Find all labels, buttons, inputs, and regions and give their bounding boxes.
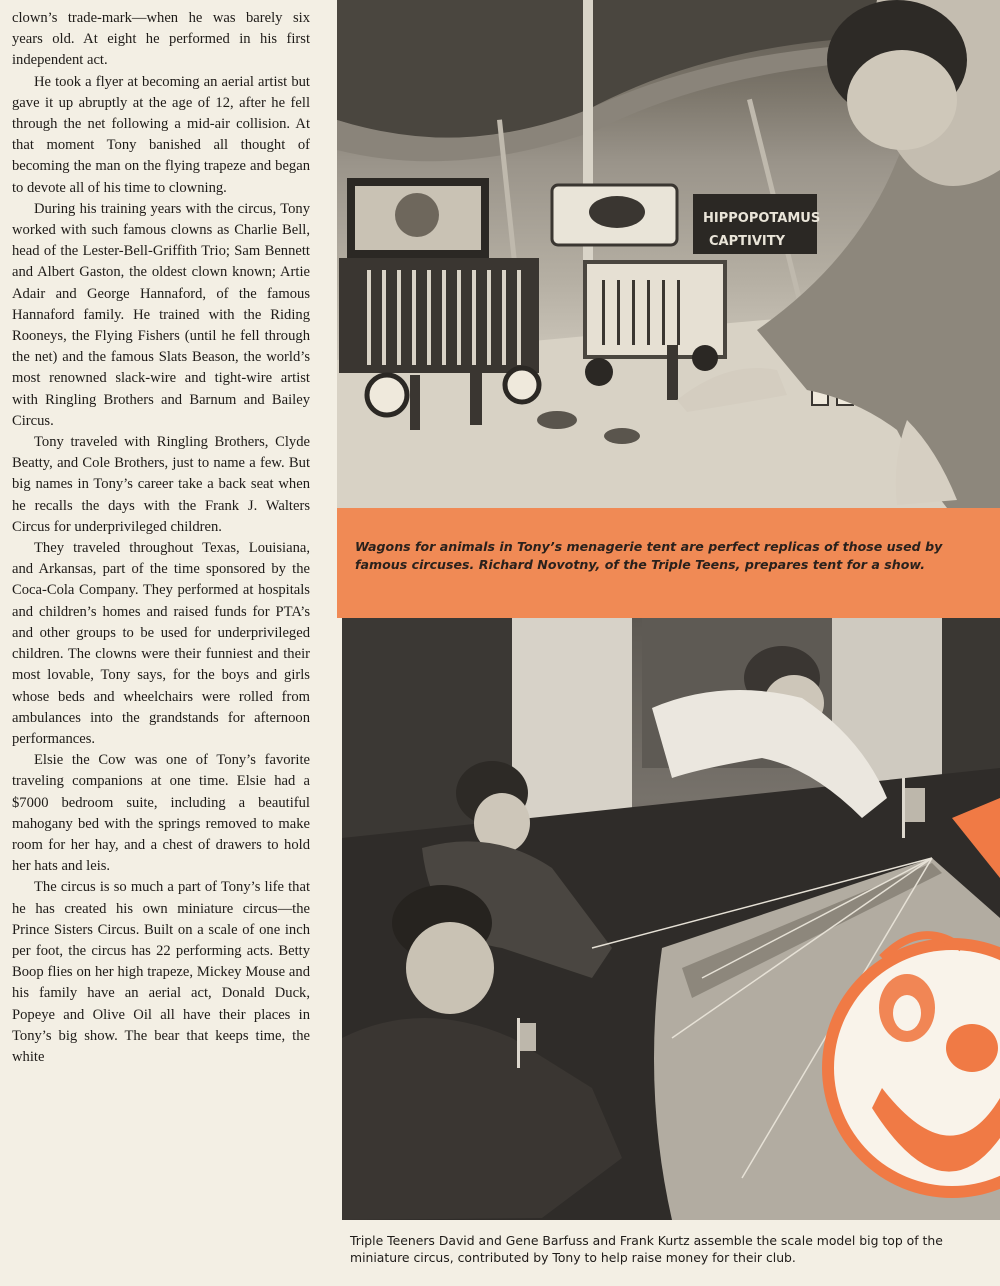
- sign-line-2: CAPTIVITY: [709, 234, 786, 249]
- caption-top: Wagons for animals in Tony’s menagerie tent are perfect replicas of those used by famous circuses. Richard Novotny, of the Triple Teens, prepares tent for a show.: [355, 539, 943, 572]
- article-paragraph: During his training years with the circus, Tony worked with such famous clowns as Charlie Bell, head of the Lester-Bell-Griffith Trio; Sam Bennett and Albert Gaston, the oldest clown known; Artie Adair and George Hannaford, of the famous Hannaford family. He trained with the Riding Rooneys, the Flying Fishers (until he fell through the net) and the famous Slats Beason, the world’s most renowned slack-wire and tight-wire artist with Ringling Brothers and Barnum and Bailey Circus.: [12, 200, 310, 429]
- photo-menagerie-tent: [337, 0, 1000, 508]
- article-paragraph: The circus is so much a part of Tony’s life that he has created his own miniature circus—the Prince Sisters Circus. Built on a scale of one inch per foot, the circus has 22 performing acts. Betty Boop flies on her high trapeze, Mickey Mouse and his family have an aerial act, Donald Duck, Popeye and Olive Oil all have their places in Tony’s big show. The bear that keeps time, the white: [12, 879, 310, 1065]
- article-column: [12, 8, 310, 1068]
- article-paragraph: clown’s trade-mark—when he was barely six years old. At eight he performed in his first independent act.: [12, 10, 310, 69]
- article-paragraph: Tony traveled with Ringling Brothers, Clyde Beatty, and Cole Brothers, just to name a few. But big names in Tony’s career take a back seat when he recalls the days with the Frank J. Walters Circus for underprivileged children.: [12, 434, 310, 535]
- caption-band: [337, 508, 1000, 618]
- caption-bottom: Triple Teeners David and Gene Barfuss and Frank Kurtz assemble the scale model big top of the miniature circus, contributed by Tony to help raise money for their club.: [350, 1233, 943, 1265]
- article-paragraph: They traveled throughout Texas, Louisiana, and Arkansas, part of the time sponsored by the Coca-Cola Company. They performed at hospitals and children’s homes and raised funds for PTA’s and other groups to be used for underprivileged children. The clowns were their funniest and their most lovable, Tony says, for the boys and girls whose beds and wheelchairs were rolled from ambulances into the grandstands for afternoon performances.: [12, 540, 310, 747]
- sign-line-1: HIPPOPOTAMUS: [703, 211, 821, 226]
- photo-menagerie-illustration: [337, 0, 1000, 508]
- article-paragraph: Elsie the Cow was one of Tony’s favorite traveling companions at one time. Elsie had a $7000 bedroom suite, including a beautiful mahogany bed with the springs removed to make room for her hay, and a chest of drawers to hold her hats and leis.: [12, 752, 310, 875]
- photo-big-top-assembly: [342, 618, 1000, 1220]
- article-paragraph: He took a flyer at becoming an aerial artist but gave it up abruptly at the age of 12, after he fell through the net following a mid-air collision. At that moment Tony banished all thought of becoming the man on the flying trapeze and began to devote all of his time to clowning.: [12, 73, 310, 196]
- photo-assembly-illustration: [342, 618, 1000, 1220]
